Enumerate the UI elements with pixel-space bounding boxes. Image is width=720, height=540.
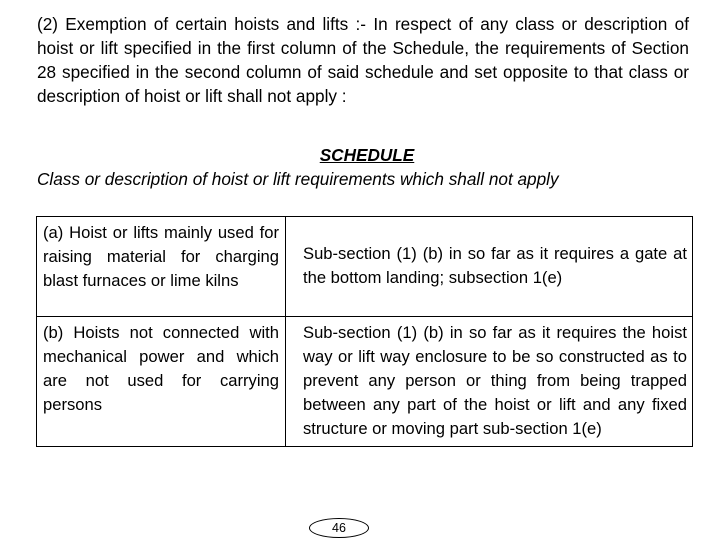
hoist-class-cell: (b) Hoists not connected with mechanical power and which are not used for carrying persons: [37, 317, 286, 447]
schedule-table: [36, 216, 693, 447]
requirement-cell: Sub-section (1) (b) in so far as it requires the hoist way or lift way enclosure to be so constructed as to prevent any person or thing from being trapped between any part of the hoist or lift and any fixed structure or moving part sub-section 1(e): [286, 317, 693, 447]
schedule-subtitle: Class or description of hoist or lift requirements which shall not apply: [37, 169, 559, 189]
hoist-class-cell: (a) Hoist or lifts mainly used for raising material for charging blast furnaces or lime kilns: [37, 217, 286, 317]
table-row: [37, 317, 693, 447]
exemption-paragraph: (2) Exemption of certain hoists and lifts :- In respect of any class or description of hoist or lift specified in the first column of the Schedule, the requirements of Section 28 specified in the second column of said schedule and set opposite to that class or description of hoist or lift shall not apply :: [37, 14, 689, 106]
requirement-cell: Sub-section (1) (b) in so far as it requires a gate at the bottom landing; subsection 1(e): [286, 217, 693, 317]
page-number: 46: [309, 518, 369, 538]
schedule-title: SCHEDULE: [319, 145, 415, 165]
table-row: [37, 217, 693, 317]
